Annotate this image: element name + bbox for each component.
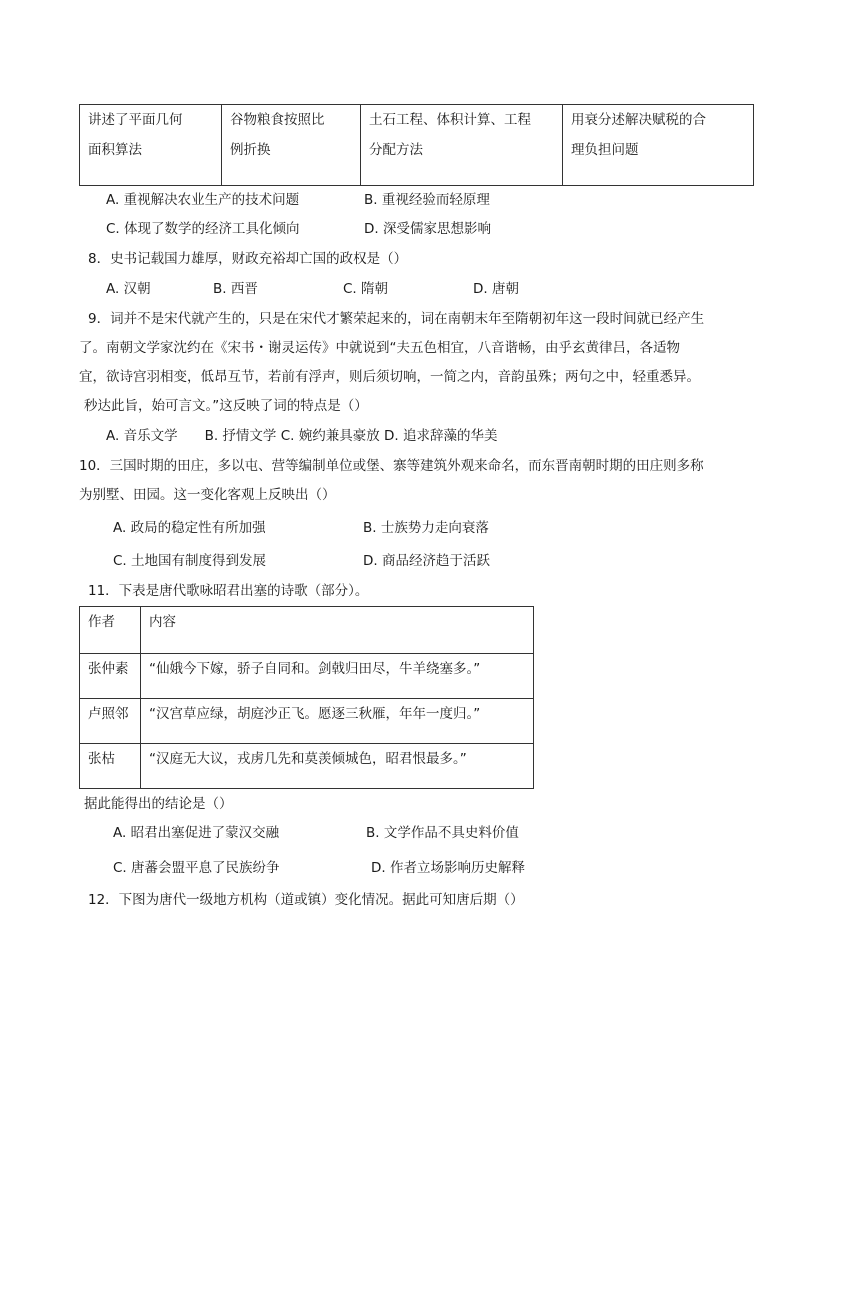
q8-option-b[interactable]: B. 西晋 <box>213 281 258 297</box>
q8-stem: 8．史书记载国力雄厚，财政充裕却亡国的政权是（） <box>88 251 408 267</box>
cell-line: 谷物粮食按照比 <box>230 112 325 128</box>
content-cell: “汉宫草应绿，胡庭沙正飞。愿逐三秋雁，年年一度归。” <box>141 699 534 744</box>
cell-line: 讲述了平面几何 <box>88 112 183 128</box>
q10-option-b[interactable]: B. 士族势力走向衰落 <box>363 520 489 536</box>
q11-stem: 11．下表是唐代歌咏昭君出塞的诗歌（部分）。 <box>88 583 369 599</box>
cell-line: 用衰分述解决赋税的合 <box>571 112 706 128</box>
q7-option-c[interactable]: C. 体现了数学的经济工具化倾向 <box>106 221 300 237</box>
q8-option-d[interactable]: D. 唐朝 <box>473 281 519 297</box>
q11-option-d[interactable]: D. 作者立场影响历史解释 <box>371 860 525 876</box>
q11-table <box>79 606 534 789</box>
cell-line: 分配方法 <box>369 142 423 158</box>
cell-line: 理负担问题 <box>571 142 639 158</box>
cell-line: 面积算法 <box>88 142 142 158</box>
q9-line-3: 宜，欲诗宫羽相变，低昂互节，若前有浮声，则后须切响，一简之内，音韵虽殊；两句之中，轻重悉异。 <box>79 369 700 385</box>
q7-option-d[interactable]: D. 深受儒家思想影响 <box>364 221 491 237</box>
content-cell: “汉庭无大议，戎虏几先和莫羡倾城色，昭君恨最多。” <box>141 744 534 789</box>
q7-option-a[interactable]: A. 重视解决农业生产的技术问题 <box>106 192 300 208</box>
q9-line-4: 秒达此旨，始可言文。”这反映了词的特点是（） <box>84 398 368 414</box>
q12-stem: 12．下图为唐代一级地方机构（道或镇）变化情况。据此可知唐后期（） <box>88 892 524 908</box>
author-cell: 张仲素 <box>80 654 141 699</box>
q8-option-c[interactable]: C. 隋朝 <box>343 281 389 297</box>
q10-line-2: 为别墅、田园。这一变化客观上反映出（） <box>79 487 336 503</box>
q9-line-2: 了。南朝文学家沈约在《宋书・谢灵运传》中就说到“夫五色相宜，八音谐畅，由乎玄黄律吕，各适物 <box>79 340 680 356</box>
q11-conclusion: 据此能得出的结论是（） <box>84 796 233 812</box>
table-row <box>80 105 754 186</box>
q11-option-c[interactable]: C. 唐蕃会盟平息了民族纷争 <box>113 860 280 876</box>
author-cell: 卢照邻 <box>80 699 141 744</box>
cell-line: 土石工程、体积计算、工程 <box>369 112 531 128</box>
table-row <box>80 744 534 789</box>
cell-line: 例折换 <box>230 142 271 158</box>
table-header-row <box>80 607 534 654</box>
header-author: 作者 <box>80 607 141 654</box>
q10-option-c[interactable]: C. 土地国有制度得到发展 <box>113 553 267 569</box>
table-cell <box>563 105 754 186</box>
q11-option-a[interactable]: A. 昭君出塞促进了蒙汉交融 <box>113 825 280 841</box>
q8-option-a[interactable]: A. 汉朝 <box>106 281 151 297</box>
q10-option-a[interactable]: A. 政局的稳定性有所加强 <box>113 520 266 536</box>
author-cell: 张枯 <box>80 744 141 789</box>
table-row <box>80 699 534 744</box>
q9-line-1: 9．词并不是宋代就产生的，只是在宋代才繁荣起来的，词在南朝末年至隋朝初年这一段时间就已经产生 <box>88 311 705 327</box>
q10-line-1: 10．三国时期的田庄，多以屯、营等编制单位或堡、寨等建筑外观来命名，而东晋南朝时期的田庄则多称 <box>79 458 704 474</box>
table-cell <box>222 105 361 186</box>
header-content: 内容 <box>141 607 534 654</box>
q10-option-d[interactable]: D. 商品经济趋于活跃 <box>363 553 490 569</box>
q9-options[interactable]: A. 音乐文学 B. 抒情文学 C. 婉约兼具豪放 D. 追求辞藻的华美 <box>106 428 498 444</box>
q7-table <box>79 104 754 186</box>
q7-option-b[interactable]: B. 重视经验而轻原理 <box>364 192 490 208</box>
content-cell: “仙娥今下嫁，骄子自同和。剑戟归田尽，牛羊绕塞多。” <box>141 654 534 699</box>
q11-option-b[interactable]: B. 文学作品不具史料价值 <box>366 825 519 841</box>
table-row <box>80 654 534 699</box>
table-cell <box>361 105 563 186</box>
table-cell <box>80 105 222 186</box>
